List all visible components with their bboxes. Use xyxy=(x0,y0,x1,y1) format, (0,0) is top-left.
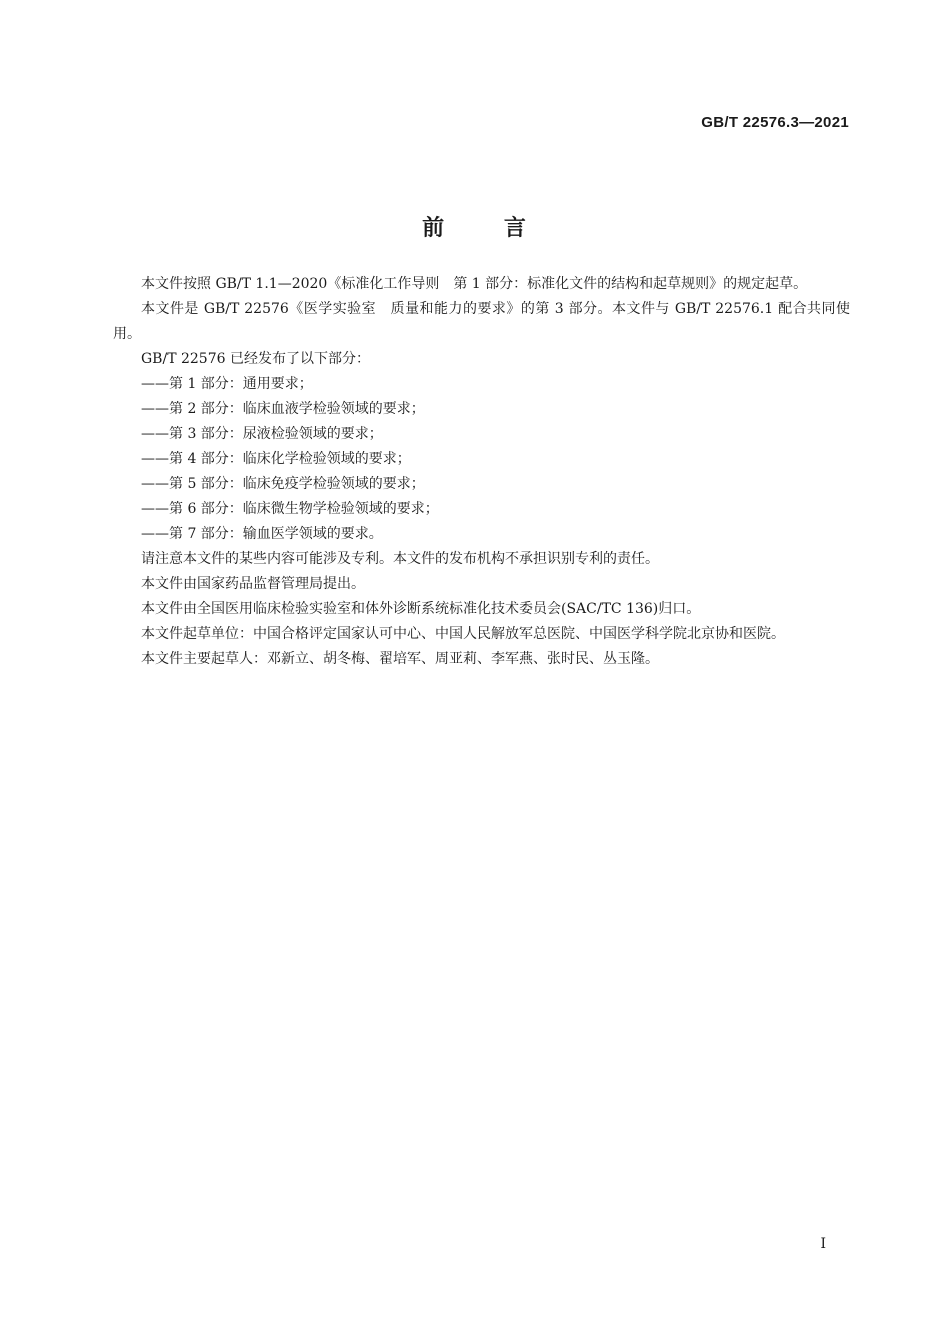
paragraph-drafting-rules: 本文件按照 GB/T 1.1—2020《标准化工作导则 第 1 部分：标准化文件的结构和起草规则》的规定起草。 xyxy=(141,276,808,292)
list-item-part-5: ——第 5 部分：临床免疫学检验领域的要求； xyxy=(141,476,425,492)
list-item-part-3: ——第 3 部分：尿液检验领域的要求； xyxy=(141,426,383,442)
document-body xyxy=(113,272,850,672)
page-number: I xyxy=(820,1236,826,1252)
paragraph-drafters: 本文件主要起草人：邓新立、胡冬梅、翟培军、周亚莉、李军燕、张时民、丛玉隆。 xyxy=(141,651,659,667)
paragraph-drafting-units: 本文件起草单位：中国合格评定国家认可中心、中国人民解放军总医院、中国医学科学院北京协和医院。 xyxy=(141,626,785,642)
standard-code: GB/T 22576.3—2021 xyxy=(701,114,849,131)
paragraph-parts-intro: GB/T 22576 已经发布了以下部分： xyxy=(141,351,370,367)
paragraph-series-relation: 本文件是 GB/T 22576《医学实验室 质量和能力的要求》的第 3 部分。本文件与 GB/T 22576.1 配合共同使用。 xyxy=(113,301,850,342)
paragraph-proposed-by: 本文件由国家药品监督管理局提出。 xyxy=(141,576,365,592)
list-item-part-2: ——第 2 部分：临床血液学检验领域的要求； xyxy=(141,401,425,417)
list-item-part-1: ——第 1 部分：通用要求； xyxy=(141,376,313,392)
page-title: 前 言 xyxy=(422,215,528,241)
list-item-part-4: ——第 4 部分：临床化学检验领域的要求； xyxy=(141,451,411,467)
list-item-part-7: ——第 7 部分：输血医学领域的要求。 xyxy=(141,526,383,542)
paragraph-governed-by: 本文件由全国医用临床检验实验室和体外诊断系统标准化技术委员会(SAC/TC 136)归口。 xyxy=(141,601,701,617)
list-item-part-6: ——第 6 部分：临床微生物学检验领域的要求； xyxy=(141,501,439,517)
paragraph-patent-notice: 请注意本文件的某些内容可能涉及专利。本文件的发布机构不承担识别专利的责任。 xyxy=(141,551,659,567)
